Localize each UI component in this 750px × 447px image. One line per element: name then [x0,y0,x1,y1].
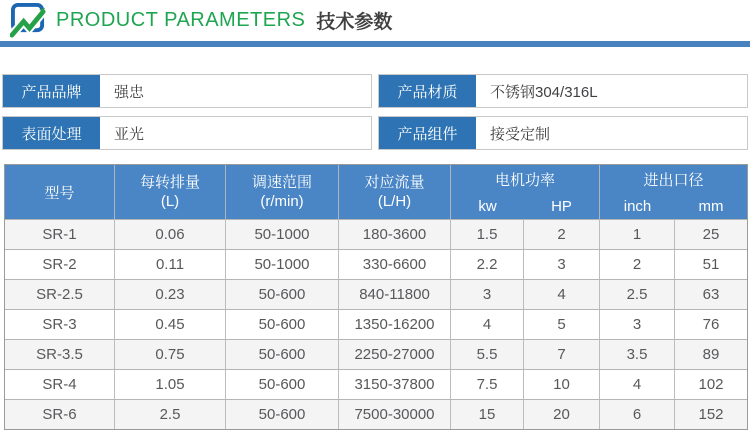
field-component [378,116,748,150]
table-row-sr1 [5,219,747,249]
col-header-hp: HP [524,194,600,219]
col-header-speed-line1: 调速范围 [251,174,312,191]
cell-inch: 4 [600,369,675,399]
section-title-zh: 技术参数 [316,12,393,33]
cell-hp: 2 [524,219,600,249]
page-header [0,0,750,41]
cell-model: SR-2 [5,249,115,279]
col-header-inch: inch [600,194,675,219]
col-header-displacement-line1: 每转排量 [139,174,200,191]
cell-displacement: 0.11 [115,249,226,279]
cell-mm: 25 [675,219,747,249]
cell-speed: 50-600 [226,279,339,309]
cell-kw: 2.2 [451,249,524,279]
cell-displacement: 0.06 [115,219,226,249]
field-brand [2,74,372,108]
table-row-sr6 [5,399,747,429]
cell-model: SR-3 [5,309,115,339]
cell-model: SR-3.5 [5,339,115,369]
cell-inch: 3 [600,309,675,339]
cell-mm: 51 [675,249,747,279]
cell-model: SR-4 [5,369,115,399]
cell-mm: 89 [675,339,747,369]
spec-table [4,164,748,430]
col-header-model: 型号 [5,165,115,219]
cell-mm: 102 [675,369,747,399]
cell-speed: 50-600 [226,369,339,399]
cell-mm: 63 [675,279,747,309]
cell-mm: 152 [675,399,747,429]
col-header-displacement-line2: (L) [160,193,180,210]
cell-hp: 7 [524,339,600,369]
cell-hp: 5 [524,309,600,339]
cell-displacement: 1.05 [115,369,226,399]
field-surface [2,116,372,150]
field-material [378,74,748,108]
col-group-motor-power: 电机功率 [451,165,600,194]
table-row-sr2 [5,249,747,279]
cell-displacement: 0.45 [115,309,226,339]
cell-speed: 50-1000 [226,249,339,279]
cell-mm: 76 [675,309,747,339]
spec-fields [2,74,748,150]
field-surface-value: 亚光 [114,125,145,143]
cell-flow: 2250-27000 [339,339,451,369]
cell-speed: 50-600 [226,309,339,339]
cell-inch: 2.5 [600,279,675,309]
col-header-kw: kw [451,194,524,219]
cell-flow: 7500-30000 [339,399,451,429]
col-header-mm: mm [675,194,747,219]
cell-speed: 50-1000 [226,219,339,249]
cell-model: SR-1 [5,219,115,249]
table-row-sr4 [5,369,747,399]
cell-inch: 3.5 [600,339,675,369]
field-component-label: 产品组件 [379,117,476,149]
cell-flow: 3150-37800 [339,369,451,399]
cell-kw: 3 [451,279,524,309]
cell-kw: 5.5 [451,339,524,369]
cell-kw: 7.5 [451,369,524,399]
cell-kw: 4 [451,309,524,339]
cell-model: SR-2.5 [5,279,115,309]
cell-flow: 1350-16200 [339,309,451,339]
cell-displacement: 2.5 [115,399,226,429]
field-surface-label: 表面处理 [3,117,100,149]
cell-model: SR-6 [5,399,115,429]
cell-hp: 4 [524,279,600,309]
col-header-speed-range [226,165,339,219]
field-component-value: 接受定制 [490,125,551,143]
cell-speed: 50-600 [226,339,339,369]
section-divider [0,41,750,47]
cell-hp: 10 [524,369,600,399]
cell-kw: 1.5 [451,219,524,249]
col-header-flow-line1: 对应流量 [364,174,425,191]
col-header-displacement [115,165,226,219]
cell-speed: 50-600 [226,399,339,429]
table-row-sr3-5 [5,339,747,369]
col-header-flow [339,165,451,219]
col-header-speed-line2: (r/min) [260,193,304,210]
table-row-sr2-5 [5,279,747,309]
field-material-value: 不锈钢304/316L [490,83,598,101]
col-group-port-size: 进出口径 [600,165,747,194]
cell-hp: 3 [524,249,600,279]
cell-displacement: 0.23 [115,279,226,309]
monitor-pulse-logo-icon [10,3,47,38]
field-brand-label: 产品品牌 [3,75,100,107]
col-header-flow-line2: (L/H) [377,193,412,210]
cell-inch: 6 [600,399,675,429]
cell-kw: 15 [451,399,524,429]
section-title-en: PRODUCT PARAMETERS [56,9,306,31]
field-brand-value: 强忠 [114,83,145,101]
cell-flow: 330-6600 [339,249,451,279]
table-row-sr3 [5,309,747,339]
field-material-label: 产品材质 [379,75,476,107]
cell-flow: 840-11800 [339,279,451,309]
cell-flow: 180-3600 [339,219,451,249]
cell-displacement: 0.75 [115,339,226,369]
cell-inch: 2 [600,249,675,279]
cell-inch: 1 [600,219,675,249]
cell-hp: 20 [524,399,600,429]
